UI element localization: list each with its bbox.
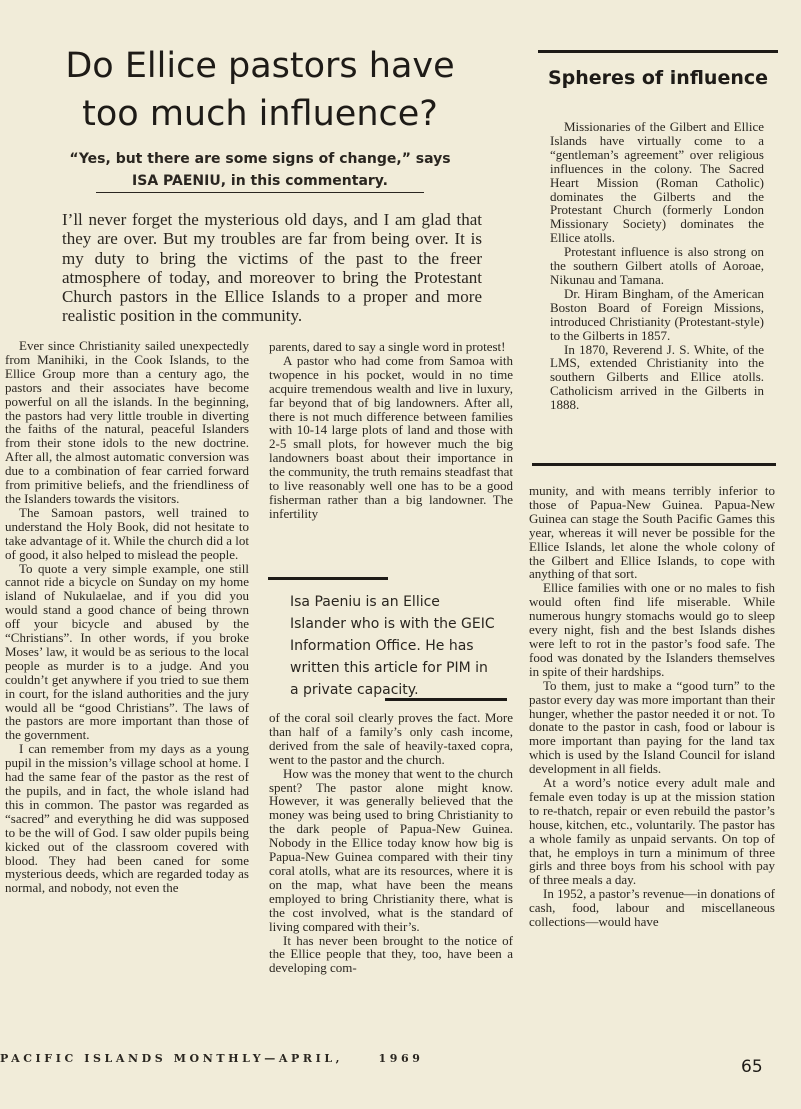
sidebar-body: [550, 120, 764, 412]
body-column-2-top: [269, 340, 513, 521]
page-number: 65: [741, 1057, 763, 1077]
body-paragraph: Ellice families with one or no males to fish would often find life miserable. While numerous hungry stomachs would go to sleep every night, fish and the best Islands dishes were left to rot in the pastor’s food safe. The food was donated by the Islanders themselves in spite of their hardships.: [529, 580, 775, 679]
body-column-1: [5, 339, 249, 895]
article-headline: Do Ellice pastors have too much influence?: [65, 46, 455, 134]
body-column-3: [529, 484, 775, 929]
body-paragraph: munity, and with means terribly inferior to those of Papua-New Guinea. Papua-New Guinea can stage the South Pacific Games this year, whereas it will never be possible for the Ellice Islands, let alone the whole colony of the Gilbert and Ellice Islands, to cope with anything of that sort.: [529, 483, 775, 582]
footer-publication: PACIFIC ISLANDS MONTHLY—APRIL,: [0, 1052, 344, 1065]
body-paragraph: I can remember from my days as a young pupil in the mission’s village school at home. I had the same fear of the pastor as the rest of the pupils, and in fact, the whole island had this in common. The pastor was regarded as “sacred” and everything he did was supposed to be the will of God. I saw older pupils being kicked out of the classroom covered with blood. They had been caned for some mysterious deeds, which are regarded today as normal, and nobody, not even the: [5, 741, 249, 896]
sidebar-paragraph: Dr. Hiram Bingham, of the American Boston Board of Foreign Missions, introduced Christianity (Protestant-style) to the Gilberts in 1857.: [550, 285, 764, 343]
deck-underline: [96, 192, 424, 193]
body-paragraph: At a word’s notice every adult male and female even today is up at the mission station to re-thatch, repair or even rebuild the pastor’s house, kitchen, etc., voluntarily. The pastor has a whole family as unpaid servants. On top of that, he employs in turn a minimum of three girls and three boys from his school with pay of three meals a day.: [529, 775, 775, 888]
author-box-bottom-rule: [385, 698, 507, 701]
body-paragraph: It has never been brought to the notice of the Ellice people that they, too, have been a developing com-: [269, 932, 513, 976]
body-paragraph: The Samoan pastors, well trained to understand the Holy Book, did not hesitate to take advantage of it. While the church did a lot of good, it also helped to mislead the people.: [5, 504, 249, 562]
article-deck: [40, 148, 480, 192]
body-paragraph: To them, just to make a “good turn” to the pastor every day was more important than their hunger, whether the pastor needed it or not. To donate to the pastor in cash, food or labour is more important than paying for the land tax which is used by the Island Council for island development in all fields.: [529, 677, 775, 777]
body-paragraph: How was the money that went to the church spent? The pastor alone might know. However, it was generally believed that the money was being used to bring Christianity to the dark people of Papua-New Guinea. Nobody in the Ellice today know how big is Papua-New Guinea compared with their tiny coral atolls, what are its resources, where it is on the map, what have been the means employed to bring Christianity there, what is the cost involved, what is the standard of living compared with their’s.: [269, 765, 513, 934]
body-paragraph: parents, dared to say a single word in protest!: [269, 339, 506, 354]
body-column-2-bottom: [269, 711, 513, 975]
article-intro: I’ll never forget the mysterious old days, and I am glad that they are over. But my troubles are far from being over. It is my duty to bring the victims of the past to the freer atmosphere of today, and moreover to bring the Protestant Church pastors in the Ellice Islands to a proper and more realistic position in the community.: [62, 210, 482, 326]
deck-byline: ISA PAENIU, in this commentary.: [132, 173, 388, 189]
body-paragraph: To quote a very simple example, one still cannot ride a bicycle on Sunday on my home island of Nukulaelae, and if you did you would stand a good chance of being thrown off your bicycle and abused by the “Christians”. In other words, if you broke Moses’ law, it would be as serious to the local people as murder is to a judge. And you couldn’t get anywhere if you tried to sue them in court, for the island authorities and the jury would all be “good Christians”. The laws of the pastors are more important than those of the government.: [5, 560, 249, 743]
body-paragraph: A pastor who had come from Samoa with twopence in his pocket, would in no time acquire tremendous wealth and live in luxury, far beyond that of big landowners. After all, there is not much difference between families with 10-14 large plots of land and those with 2-5 small plots, for however much the big landowners boast about their importance in the community, the truth remains steadfast that to live reasonably well one has to be a good fisherman rather than a big landowner. The infertility: [269, 352, 513, 521]
sidebar-title: Spheres of influence: [547, 67, 769, 89]
footer-year: 1969: [378, 1052, 424, 1065]
body-paragraph: Ever since Christianity sailed unexpectedly from Manihiki, in the Cook Islands, to the Ellice Group more than a century ago, the pastors and their associates have become powerful on all the islands. In the beginning, the pastors had very little trouble in diverting the faiths of the natural, peaceful Islanders from their stone idols to the new doctrine. After all, the almost automatic conversion was due to a combination of fear carried forward from primitive beliefs, and the friendliness of the Islanders towards the visitors.: [5, 338, 249, 506]
sidebar-top-rule: [538, 50, 778, 53]
author-box-top-rule: [268, 577, 388, 580]
sidebar-bottom-rule: [532, 463, 776, 466]
body-paragraph: In 1952, a pastor’s revenue—in donations of cash, food, labour and miscellaneous collections—would have: [529, 886, 775, 930]
sidebar-paragraph: Protestant influence is also strong on the southern Gilbert atolls of Aoroae, Nikunau and Tamana.: [550, 244, 764, 287]
deck-quote: “Yes, but there are some signs of change,” says: [69, 151, 451, 167]
page-footer: [0, 1052, 424, 1065]
sidebar-paragraph: In 1870, Reverend J. S. White, of the LMS, extended Christianity into the southern Gilberts and Ellice atolls. Catholicism arrived in the Gilberts in 1888.: [550, 341, 764, 413]
sidebar-paragraph: Missionaries of the Gilbert and Ellice Islands have virtually come to a “gentleman’s agreement” over religious influences in the colony. The Sacred Heart Mission (Roman Catholic) dominates the Gilberts and the Protestant Church (formerly London Missionary Society) dominates the Ellice atolls.: [550, 119, 764, 246]
body-paragraph: of the coral soil clearly proves the fact. More than half of a family’s only cash income, derived from the sale of heavily-taxed copra, went to the pastor and the church.: [269, 710, 513, 767]
author-note: Isa Paeniu is an Ellice Islander who is with the GEIC Information Office. He has written this article for PIM in a private capacity.: [290, 594, 495, 698]
